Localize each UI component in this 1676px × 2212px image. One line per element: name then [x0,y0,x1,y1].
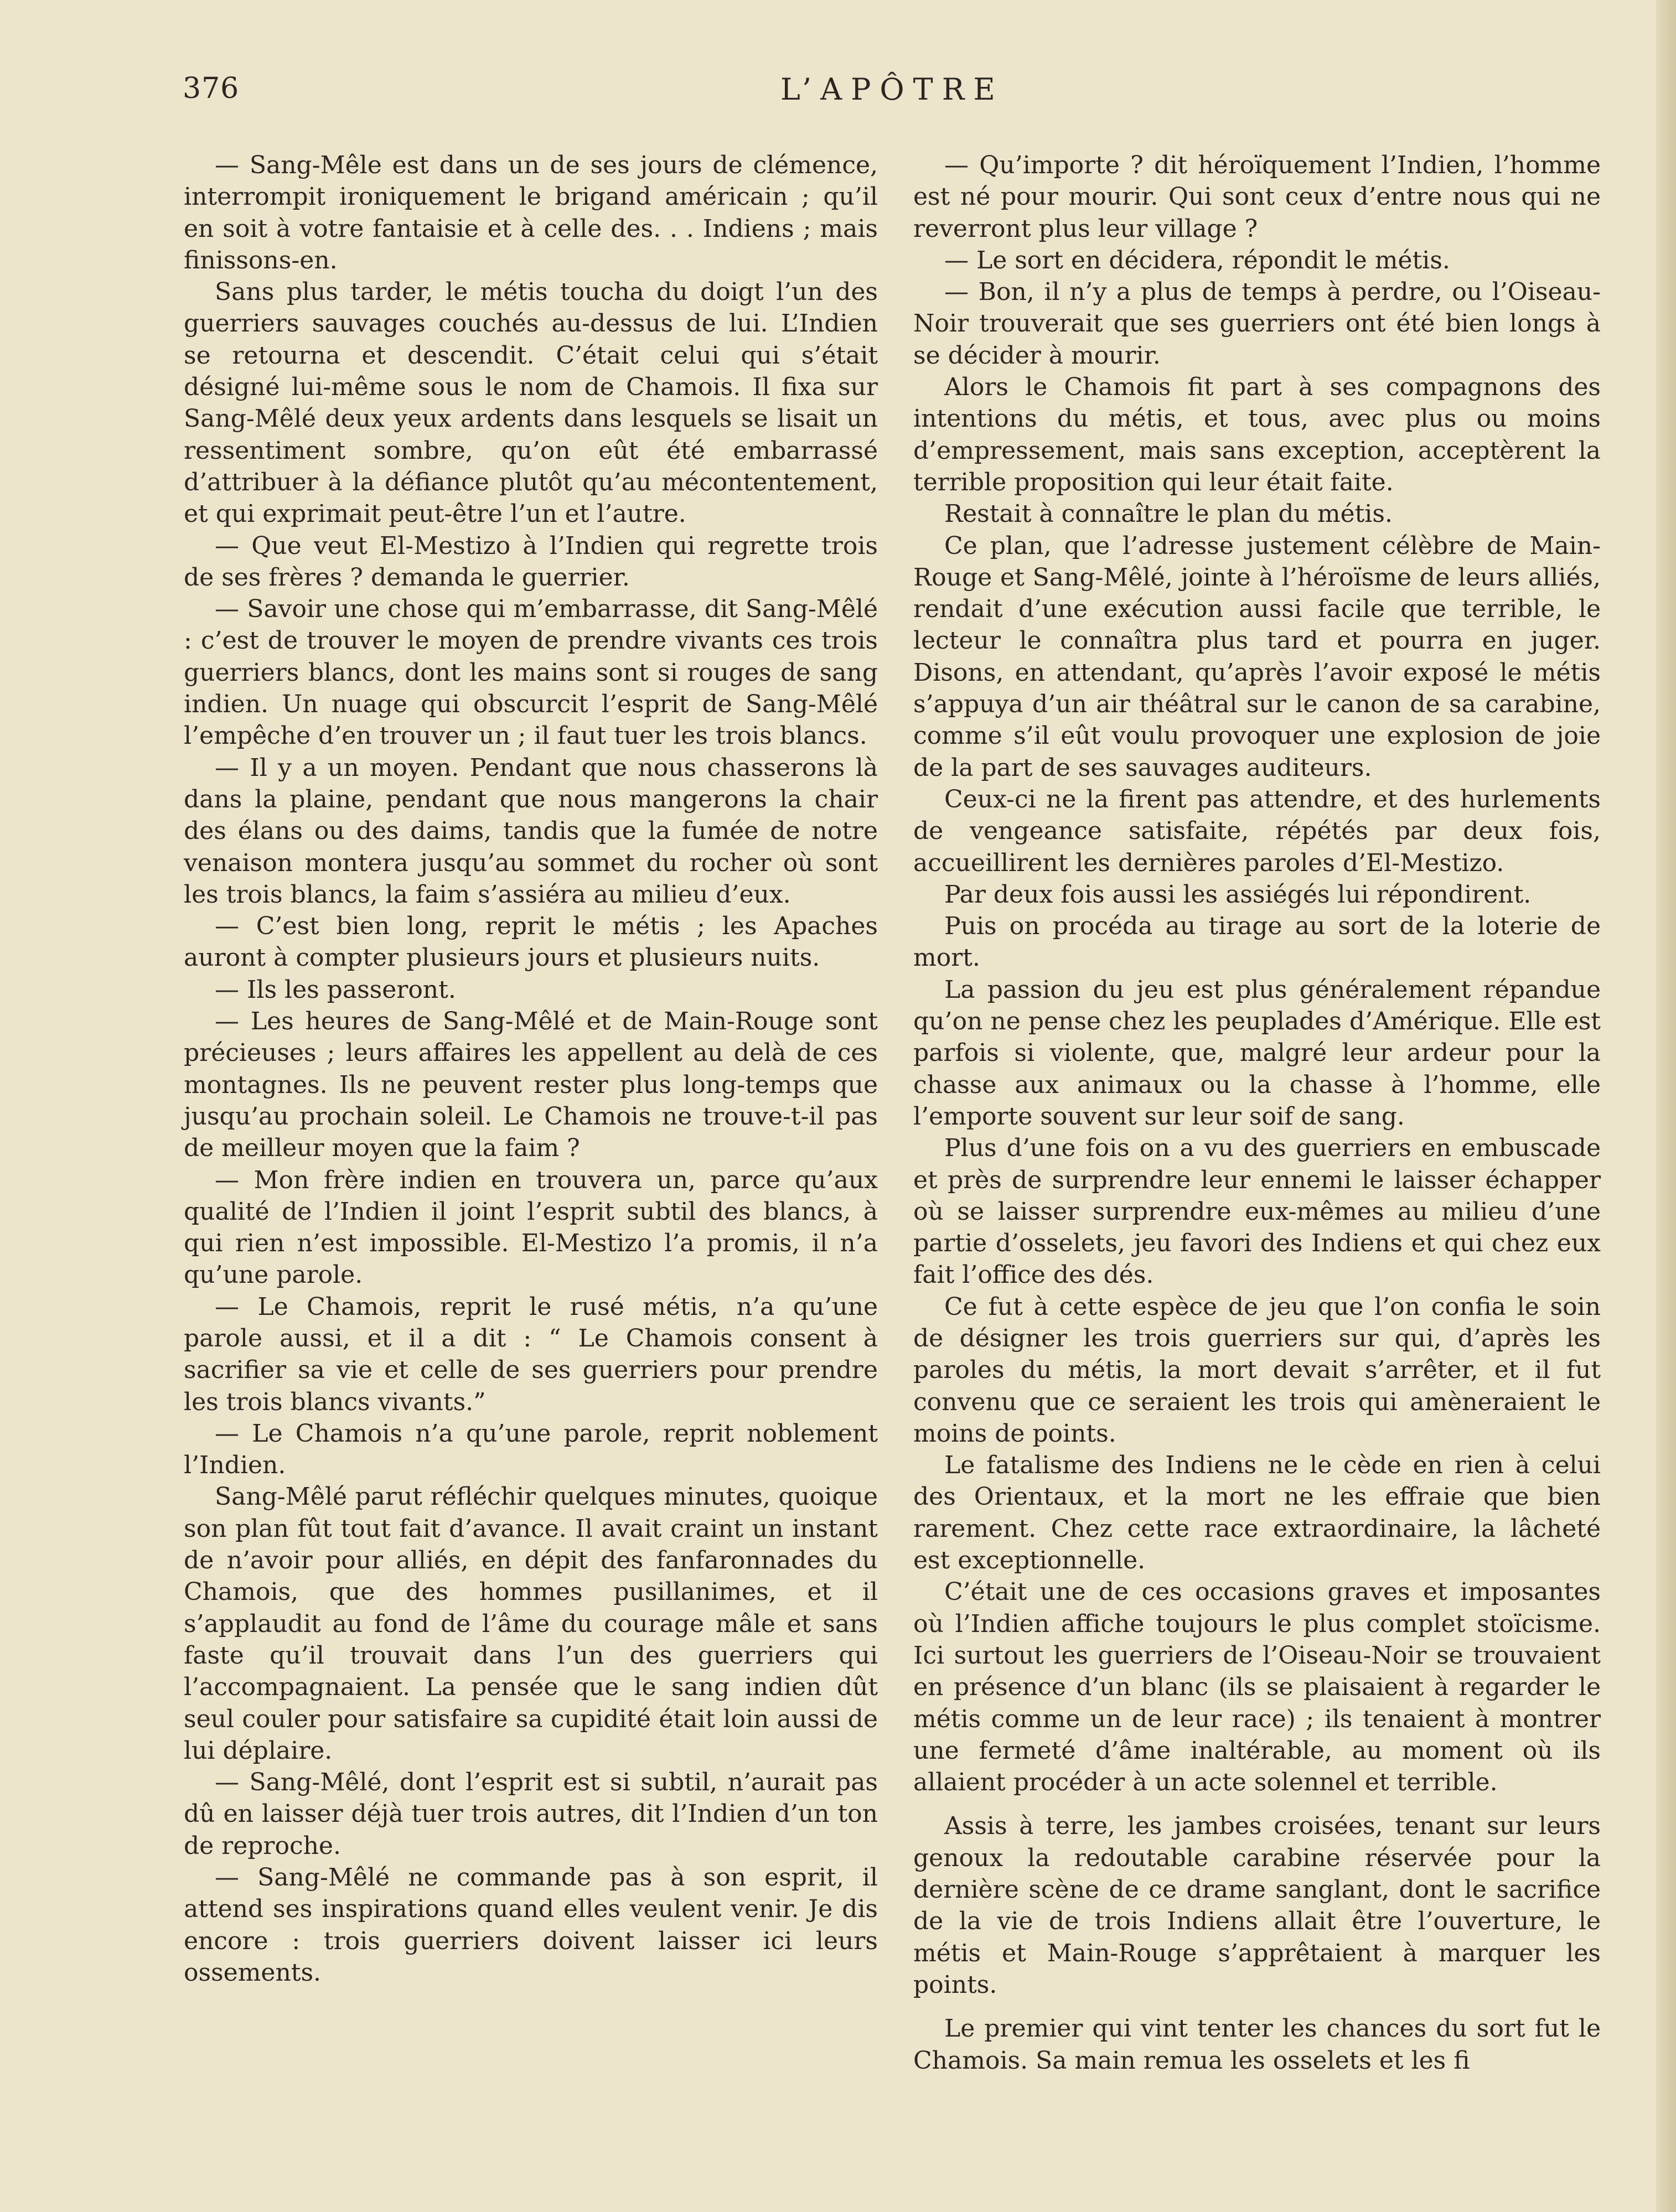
paragraph: Restait à connaître le plan du métis. [944,500,1393,529]
paragraph: Sang-Mêlé parut réfléchir quelques minutes, quoique son plan fût tout fait d’avance. Il avait craint un instant de n’avoir pour alliés, en dépit des fanfaronnades du Chamois, que des hommes pusillanimes, et il s’applaudit au fond de l’âme du courage mâle et sans faste qu’il trouvait dans l’un des guerriers qui l’accompagnaient. La pensée que le sang indien dût seul couler pour satisfaire sa cupidité était loin aussi de lui déplaire. [184,1483,878,1765]
page-number: 376 [183,72,240,105]
paragraph: — Sang-Mêlé, dont l’esprit est si subtil, n’aurait pas dû en laisser déjà tuer trois autres, dit l’Indien d’un ton de reproche. [184,1768,878,1860]
paragraph: Ceux-ci ne la firent pas attendre, et des hurlements de vengeance satisfaite, répétés par deux fois, accueillirent les dernières paroles d’El-Mestizo. [913,785,1601,877]
paragraph: Le fatalisme des Indiens ne le cède en rien à celui des Orientaux, et la mort ne les effraie que bien rarement. Chez cette race extraordinaire, la lâcheté est exceptionnelle. [913,1451,1601,1575]
paragraph: Assis à terre, les jambes croisées, tenant sur leurs genoux la redoutable carabine réservée pour la dernière scène de ce drame sanglant, dont le sacrifice de la vie de trois Indiens allait être l’ouverture, le métis et Main-Rouge s’apprêtaient à marquer les points. [913,1812,1601,1999]
paragraph: — Que veut El-Mestizo à l’Indien qui regrette trois de ses frères ? demanda le guerrier. [184,531,878,592]
paragraph: — Ils les passeront. [215,975,456,1004]
paragraph: Sans plus tarder, le métis toucha du doigt l’un des guerriers sauvages couchés au-dessus de lui. L’Indien se retourna et descendit. C’était celui qui s’était désigné lui-même sous le nom de Chamois. Il fixa sur Sang-Mêlé deux yeux ardents dans lesquels se lisait un ressentiment sombre, qu’on eût été embarrassé d’attribuer à la défiance plutôt qu’au mécontentement, et qui exprimait peut-être l’un et l’autre. [184,278,878,529]
paragraph: — Le Chamois n’a qu’une parole, reprit noblement l’Indien. [184,1419,878,1480]
paragraph: — Le sort en décidera, répondit le métis. [944,246,1450,274]
paragraph: — Les heures de Sang-Mêlé et de Main-Rouge sont précieuses ; leurs affaires les appellent au delà de ces montagnes. Ils ne peuvent rester plus long-temps que jusqu’au prochain soleil. Le Chamois ne trouve-t-il pas de meilleur moyen que la faim ? [184,1007,878,1163]
paragraph: Ce plan, que l’adresse justement célèbre de Main-Rouge et Sang-Mêlé, jointe à l’héroïsme de leurs alliés, rendait d’une exécution aussi facile que terrible, le lecteur le connaîtra plus tard et pourra en juger. Disons, en attendant, qu’après l’avoir exposé le métis s’appuya d’un air théâtral sur le canon de sa carabine, comme s’il eût voulu provoquer une explosion de joie de la part de ses sauvages auditeurs. [913,531,1601,782]
paragraph: — Mon frère indien en trouvera un, parce qu’aux qualité de l’Indien il joint l’esprit subtil des blancs, à qui rien n’est impossible. El-Mestizo l’a promis, il n’a qu’une parole. [184,1165,878,1289]
right-column [913,149,1601,2076]
paragraph: — Le Chamois, reprit le rusé métis, n’a qu’une parole aussi, et il a dit : “ Le Chamois consent à sacrifier sa vie et celle de ses guerriers pour prendre les trois blancs vivants.” [184,1292,878,1416]
paragraph: — Il y a un moyen. Pendant que nous chasserons là dans la plaine, pendant que nous mangerons la chair des élans ou des daims, tandis que la fumée de notre venaison montera jusqu’au sommet du rocher où sont les trois blancs, la faim s’assiéra au milieu d’eux. [184,753,878,909]
paragraph: Plus d’une fois on a vu des guerriers en embuscade et près de surprendre leur ennemi le laisser échapper où se laisser surprendre eux-mêmes au milieu d’une partie d’osselets, jeu favori des Indiens et qui chez eux fait l’office des dés. [913,1134,1601,1289]
page-header [183,66,1599,122]
paragraph: — Savoir une chose qui m’embarrasse, dit Sang-Mêlé : c’est de trouver le moyen de prendre vivants ces trois guerriers blancs, dont les mains sont si rouges de sang indien. Un nuage qui obscurcit l’esprit de Sang-Mêlé l’empêche d’en trouver un ; il faut tuer les trois blancs. [184,595,878,750]
page-edge [1656,0,1676,2212]
paragraph: Le premier qui vint tenter les chances du sort fut le Chamois. Sa main remua les osselets et les fi [913,2014,1601,2075]
paragraph: Par deux fois aussi les assiégés lui répondirent. [944,880,1532,909]
paragraph: — Qu’importe ? dit héroïquement l’Indien, l’homme est né pour mourir. Qui sont ceux d’entre nous qui ne reverront plus leur village ? [913,151,1601,243]
paragraph: — Sang-Mêle est dans un de ses jours de clémence, interrompit ironiquement le brigand américain ; qu’il en soit à votre fantaisie et à celle des. . . Indiens ; mais finissons-en. [184,151,878,274]
left-column [184,149,878,1988]
paragraph: Puis on procéda au tirage au sort de la loterie de mort. [913,912,1601,972]
paragraph: — Bon, il n’y a plus de temps à perdre, ou l’Oiseau-Noir trouverait que ses guerriers ont été bien longs à se décider à mourir. [913,278,1601,370]
paragraph: Alors le Chamois fit part à ses compagnons des intentions du métis, et tous, avec plus ou moins d’empressement, mais sans exception, acceptèrent la terrible proposition qui leur était faite. [913,373,1601,496]
paragraph: C’était une de ces occasions graves et imposantes où l’Indien affiche toujours le plus complet stoïcisme. Ici surtout les guerriers de l’Oiseau-Noir se trouvaient en présence d’un blanc (ils se plaisaient à regarder le métis comme un de leur race) ; ils tenaient à montrer une fermeté d’âme inaltérable, au moment où ils allaient procéder à un acte solennel et terrible. [913,1578,1601,1797]
paragraph: — Sang-Mêlé ne commande pas à son esprit, il attend ses inspirations quand elles veulent venir. Je dis encore : trois guerriers doivent laisser ici leurs ossements. [184,1863,878,1987]
paragraph: — C’est bien long, reprit le métis ; les Apaches auront à compter plusieurs jours et plusieurs nuits. [184,912,878,972]
paragraph: La passion du jeu est plus généralement répandue qu’on ne pense chez les peuplades d’Amérique. Elle est parfois si violente, que, malgré leur ardeur pour la chasse aux animaux ou la chasse à l’homme, elle l’emporte souvent sur leur soif de sang. [913,975,1601,1131]
paragraph: Ce fut à cette espèce de jeu que l’on confia le soin de désigner les trois guerriers sur qui, d’après les paroles du métis, la mort devait s’arrêter, et il fut convenu que ce seraient les trois qui amèneraient le moins de points. [913,1292,1601,1448]
running-title: L’APÔTRE [780,72,1004,107]
